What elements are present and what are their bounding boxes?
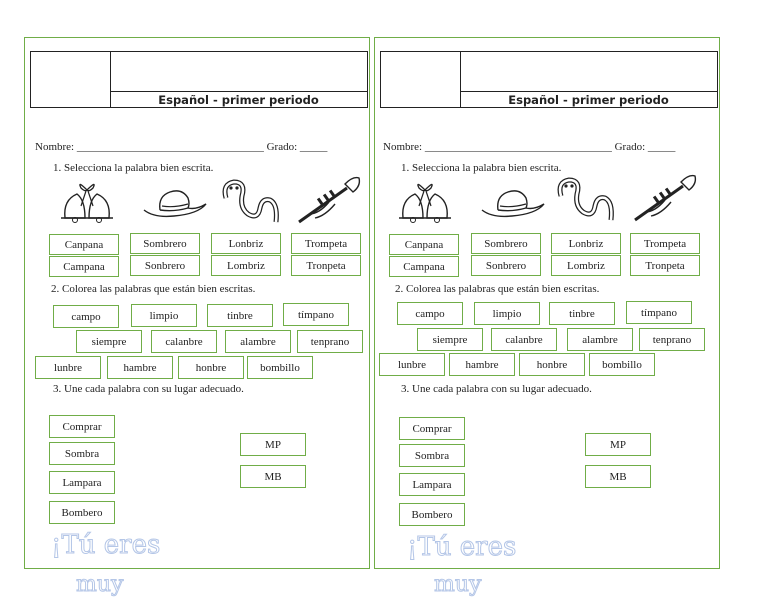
worksheet-page-left [24, 37, 370, 569]
q1-option[interactable]: Lonbriz [211, 233, 281, 254]
q2-word[interactable]: limpio [131, 304, 197, 327]
logo-cell [381, 52, 461, 107]
q1-option[interactable]: Tronpeta [630, 255, 700, 276]
q1-option[interactable]: Tronpeta [291, 255, 361, 276]
question-1: 1. Selecciona la palabra bien escrita. [53, 162, 214, 174]
q2-word[interactable]: alambre [225, 330, 291, 353]
worksheet-page-right [374, 37, 720, 569]
q1-option[interactable]: Canpana [49, 234, 119, 255]
q3-word[interactable]: Bombero [399, 503, 465, 526]
name-grade-line: Nombre: __________________________________ Grado: _____ [35, 141, 328, 153]
q3-word[interactable]: Lampara [399, 473, 465, 496]
q2-word[interactable]: tenprano [297, 330, 363, 353]
q2-word[interactable]: siempre [76, 330, 142, 353]
q1-option[interactable]: Lombriz [211, 255, 281, 276]
logo-cell [31, 52, 111, 107]
hat-icon [140, 184, 210, 224]
q2-word[interactable]: honbre [519, 353, 585, 376]
q2-word[interactable]: hambre [449, 353, 515, 376]
q2-word[interactable]: tímpano [626, 301, 692, 324]
q3-word[interactable]: Comprar [399, 417, 465, 440]
q2-word[interactable]: limpio [474, 302, 540, 325]
question-1: 1. Selecciona la palabra bien escrita. [401, 162, 562, 174]
worm-icon [218, 178, 282, 226]
q2-word[interactable]: honbre [178, 356, 244, 379]
q2-word[interactable]: calanbre [151, 330, 217, 353]
header-table [380, 51, 718, 108]
bell-icon [393, 178, 457, 226]
q2-word[interactable]: hambre [107, 356, 173, 379]
q3-word[interactable]: Sombra [399, 444, 465, 467]
q3-word[interactable]: Lampara [49, 471, 115, 494]
subject-title: Español - primer periodo [460, 91, 717, 108]
q1-option[interactable]: Lombriz [551, 255, 621, 276]
q3-word[interactable]: Sombra [49, 442, 115, 465]
q3-target[interactable]: MB [240, 465, 306, 488]
name-grade-line: Nombre: __________________________________ Grado: _____ [383, 141, 676, 153]
q2-word[interactable]: tinbre [549, 302, 615, 325]
q2-word[interactable]: tímpano [283, 303, 349, 326]
q1-option[interactable]: Trompeta [291, 233, 361, 254]
q2-word[interactable]: calanbre [491, 328, 557, 351]
q2-word[interactable]: tinbre [207, 304, 273, 327]
q2-word[interactable]: tenprano [639, 328, 705, 351]
q1-option[interactable]: Campana [49, 256, 119, 277]
q2-word[interactable]: bombillo [589, 353, 655, 376]
q3-word[interactable]: Bombero [49, 501, 115, 524]
q1-option[interactable]: Trompeta [630, 233, 700, 254]
question-2: 2. Colorea las palabras que están bien escritas. [395, 283, 600, 295]
q2-word[interactable]: siempre [417, 328, 483, 351]
trumpet-icon [295, 174, 363, 226]
q3-target[interactable]: MP [585, 433, 651, 456]
q1-option[interactable]: Canpana [389, 234, 459, 255]
q3-target[interactable]: MP [240, 433, 306, 456]
q1-option[interactable]: Sombrero [471, 233, 541, 254]
q3-word[interactable]: Comprar [49, 415, 115, 438]
q2-word[interactable]: lunbre [379, 353, 445, 376]
q2-word[interactable]: bombillo [247, 356, 313, 379]
q3-target[interactable]: MB [585, 465, 651, 488]
worm-icon [553, 176, 617, 224]
q1-option[interactable]: Campana [389, 256, 459, 277]
trumpet-icon [631, 172, 699, 224]
q1-option[interactable]: Sonbrero [130, 255, 200, 276]
question-3: 3. Une cada palabra con su lugar adecuado. [53, 383, 244, 395]
hat-icon [478, 184, 548, 224]
subject-title: Español - primer periodo [110, 91, 367, 108]
watermark-text: ¡Tú eres [407, 532, 517, 562]
watermark-text: ¡Tú eres [51, 530, 161, 560]
header-table [30, 51, 368, 108]
q1-option[interactable]: Sonbrero [471, 255, 541, 276]
q1-option[interactable]: Lonbriz [551, 233, 621, 254]
q2-word[interactable]: campo [397, 302, 463, 325]
q1-option[interactable]: Sombrero [130, 233, 200, 254]
q2-word[interactable]: campo [53, 305, 119, 328]
watermark-text-overflow: muy [76, 572, 124, 597]
q2-word[interactable]: alambre [567, 328, 633, 351]
question-3: 3. Une cada palabra con su lugar adecuado. [401, 383, 592, 395]
watermark-text-overflow: muy [434, 572, 482, 597]
q2-word[interactable]: lunbre [35, 356, 101, 379]
bell-icon [55, 178, 119, 226]
question-2: 2. Colorea las palabras que están bien escritas. [51, 283, 256, 295]
